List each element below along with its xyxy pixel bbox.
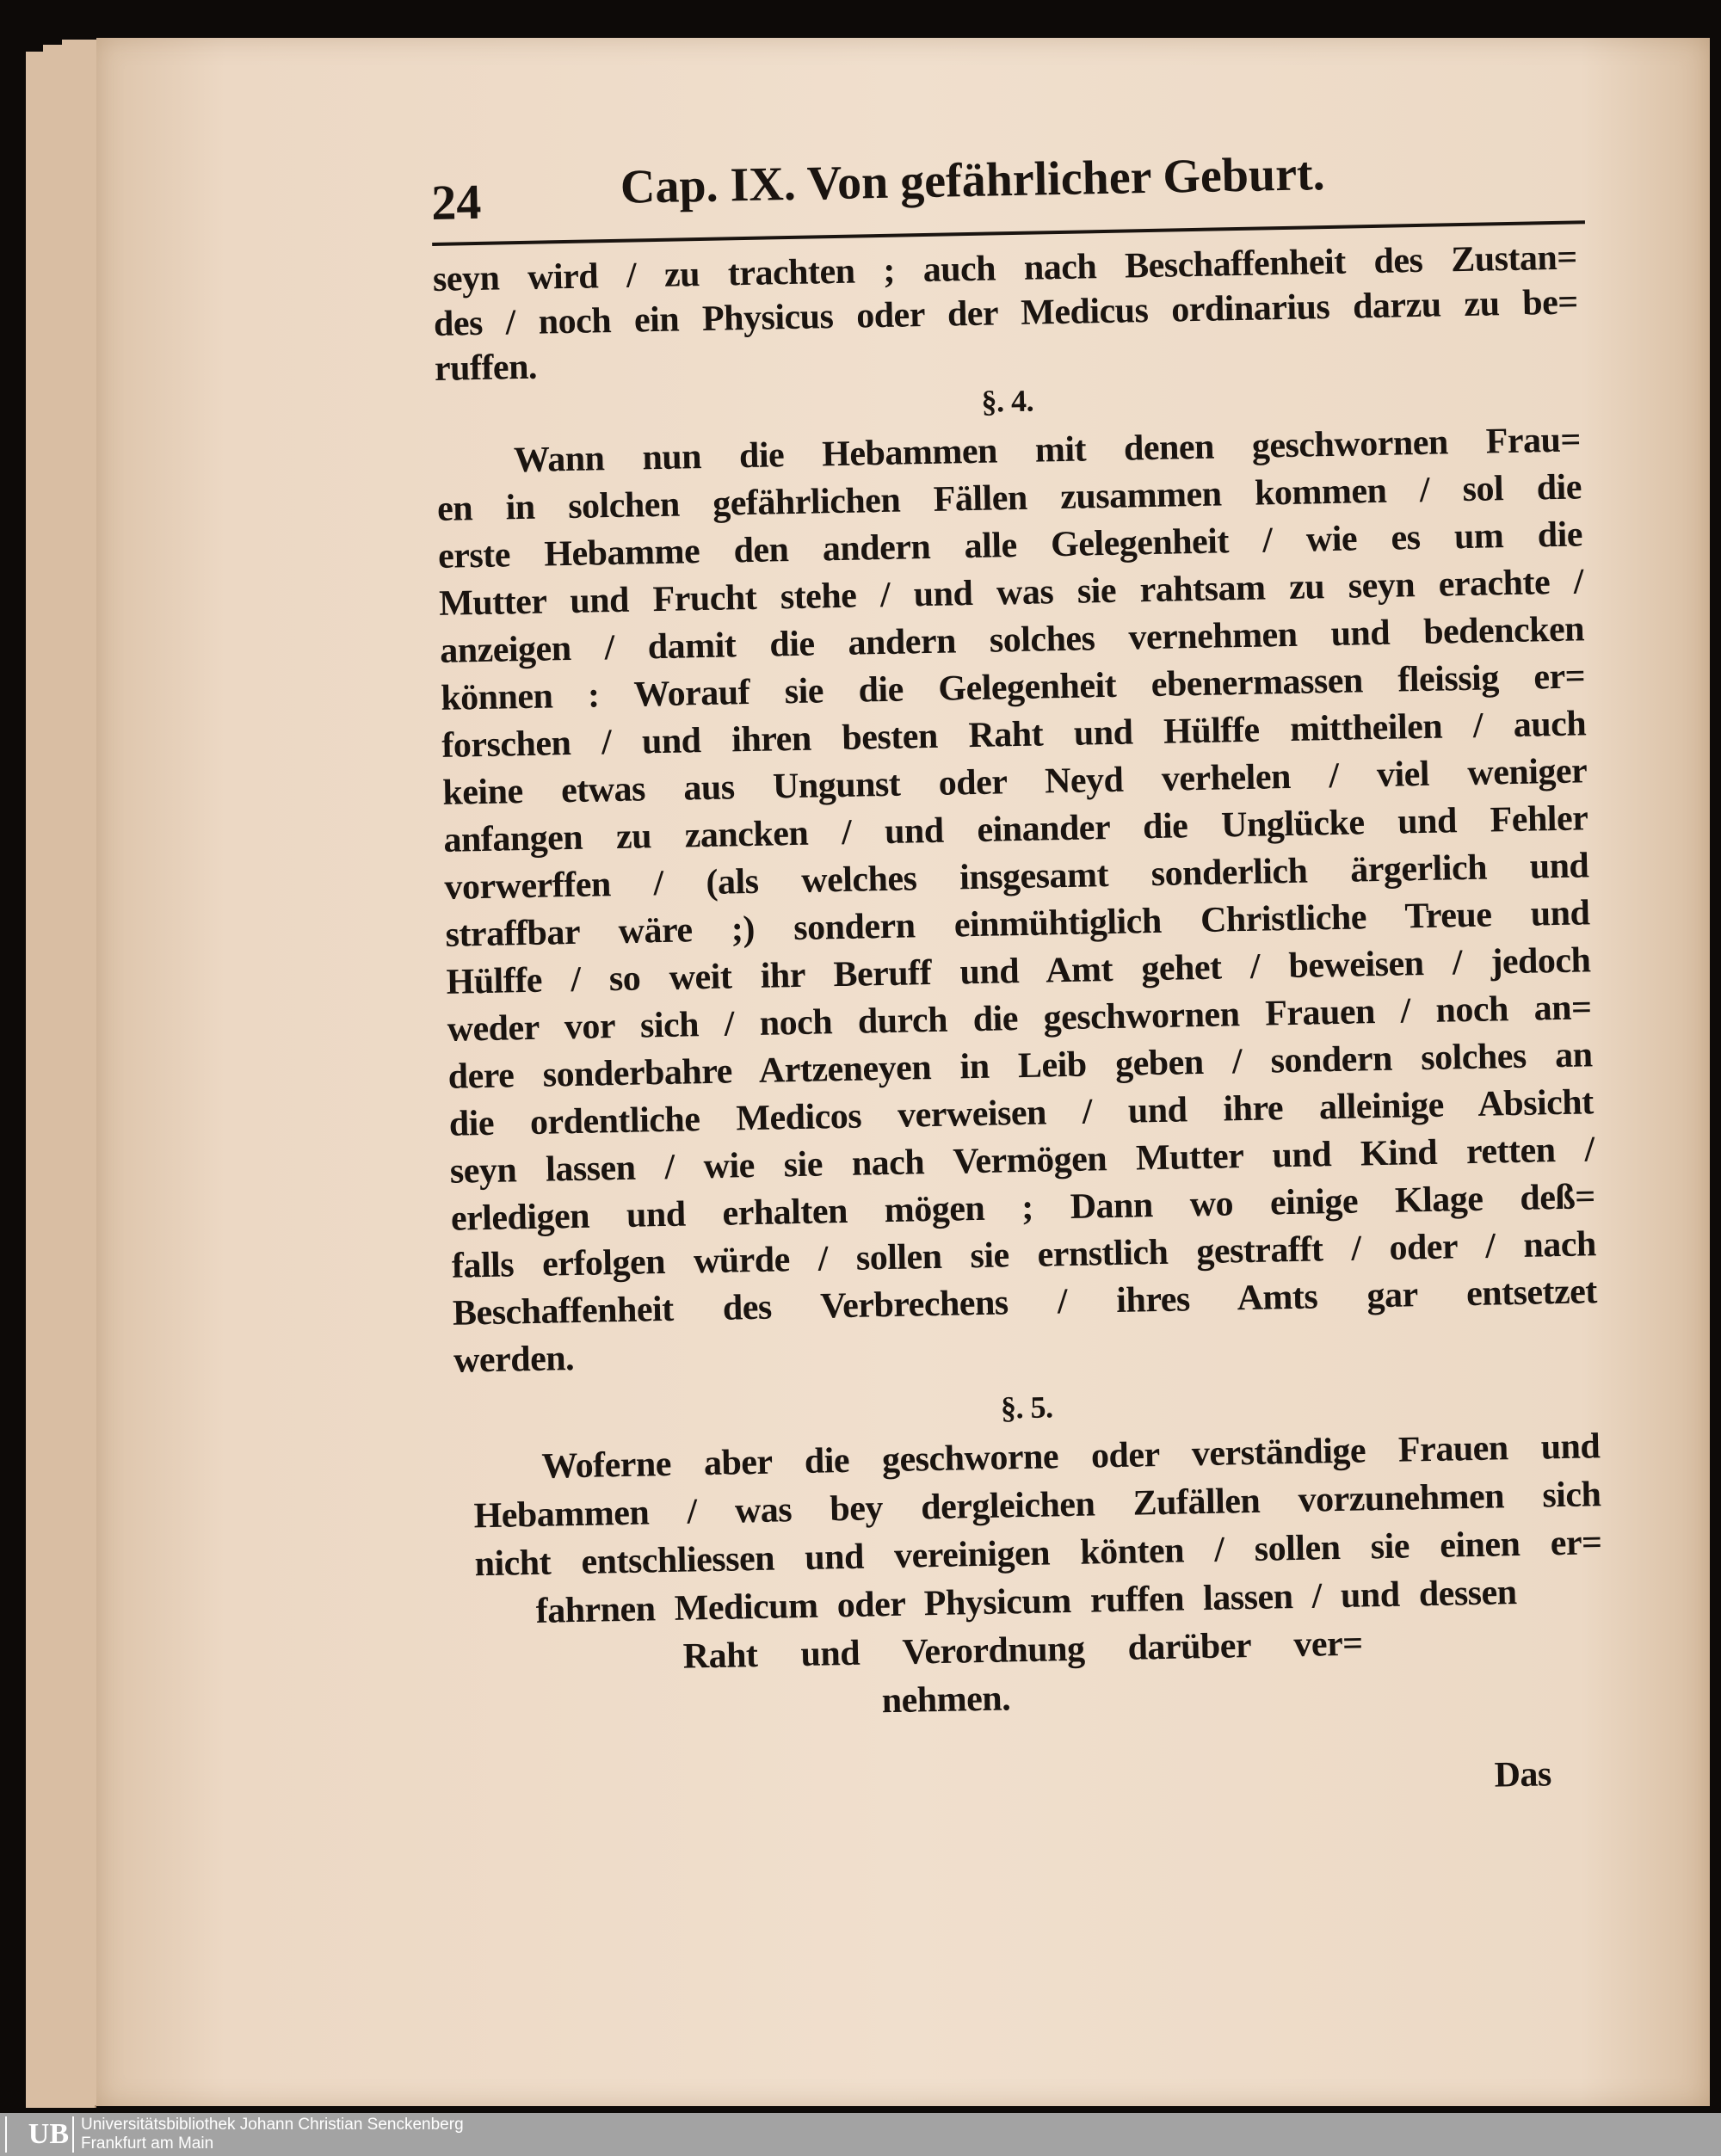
text-line: Beschaffenheit des Verbrechens / ihres Amts gar entsetzet [452,1272,1598,1334]
text-line: seyn lassen / wie sie nach Vermögen Mutter und Kind retten / [449,1130,1595,1192]
page-text [430,124,1614,1796]
text-line: Hülffe / so weit ihr Beruff und Amt gehet / beweisen / jedoch [446,940,1591,1002]
text-line: Woferne aber die geschworne oder verständige Frauen und [541,1426,1601,1487]
text-line: anfangen zu zancken / und einander die Unglücke und Fehler [443,798,1588,860]
text-line: dere sonderbahre Artzeneyen in Leib geben / sondern solches an [447,1035,1593,1097]
footer-location: Frankfurt am Main [81,2134,214,2153]
text-line: nicht entschliessen und vereinigen könten / sollen sie einen er= [474,1523,1602,1585]
text-line: die ordentliche Medicos verweisen / und ihre alleinige Absicht [448,1082,1595,1144]
text-line: vorwerffen / (als welches insgesamt sonderlich ärgerlich und [444,846,1589,908]
running-head: Cap. IX. Von gefährlicher Geburt. [620,147,1326,214]
footer-institution: Universitätsbibliothek Johann Christian Senckenberg [81,2116,464,2134]
text-line: ruffen. [434,347,538,389]
catchword: Das [1494,1754,1552,1796]
text-line: Mutter und Frucht stehe / und was sie rahtsam zu seyn erachte / [438,562,1584,624]
text-line: falls erfolgen würde / sollen sie ernstlich gestrafft / oder / nach [451,1224,1597,1286]
section-heading: §. 5. [1000,1389,1053,1426]
text-line: keine etwas aus Ungunst oder Neyd verhelen / viel weniger [441,751,1588,813]
text-line: Wann nun die Hebammen mit denen geschwornen Frau= [513,420,1582,481]
page-number: 24 [430,173,482,231]
page-stack-edge [62,40,98,2104]
text-line: forschen / und ihren besten Raht und Hülffe mittheilen / auch [441,704,1587,766]
library-footer [0,2113,1721,2156]
library-logo: UB [5,2116,74,2153]
section-heading: §. 4. [981,383,1034,419]
text-line: seyn wird / zu trachten ; auch nach Beschaffenheit des Zustan= [432,237,1578,299]
text-line: straffbar wäre ;) sondern einmühtiglich Christliche Treue und [445,893,1590,955]
text-line: erledigen und erhalten mögen ; Dann wo einige Klage deß= [450,1177,1596,1239]
text-line: werden. [453,1339,575,1381]
text-line: en in solchen gefährlichen Fällen zusammen kommen / sol die [436,467,1582,529]
page-header [430,141,1584,231]
text-line: Raht und Verordnung darüber ver= [682,1623,1364,1677]
text-line: fahrnen Medicum oder Physicum ruffen lassen / und dessen [535,1573,1517,1631]
text-line: nehmen. [881,1679,1011,1722]
text-line: des / noch ein Physicus oder der Medicus ordinarius darzu zu be= [433,282,1579,344]
text-line: anzeigen / damit die andern solches vernehmen und bedencken [439,609,1585,671]
text-line: weder vor sich / noch durch die geschwornen Frauen / noch an= [447,988,1592,1050]
text-line: Hebammen / was bey dergleichen Zufällen vorzunehmen sich [473,1475,1601,1537]
text-line: erste Hebamme den andern alle Gelegenheit / wie es um die [437,514,1583,576]
text-line: können : Worauf sie die Gelegenheit ebenermassen fleissig er= [440,656,1586,718]
